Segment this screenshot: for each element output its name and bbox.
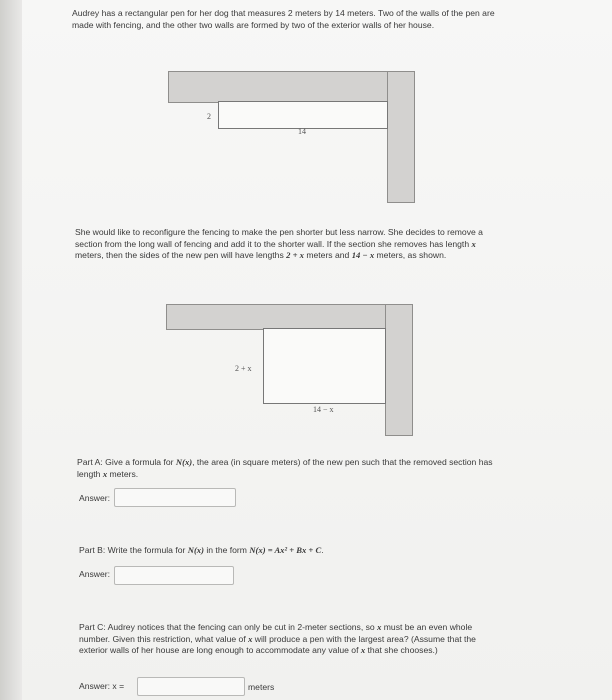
pen-side-label-1: 2 bbox=[207, 112, 211, 121]
part-b-text: Part B: Write the formula for N(x) in the form N(x) = Ax² + Bx + C. bbox=[79, 545, 324, 555]
part-a-answer-input[interactable] bbox=[114, 488, 236, 507]
page-edge-shadow bbox=[0, 0, 24, 700]
house-wall-top-2 bbox=[166, 304, 413, 330]
part-c-text: Part C: Audrey notices that the fencing can only be cut in 2-meter sections, so x must be an even whole number. Given this restriction, what value of x will produce a pen with the largest area? (Assume that the exterior walls of her house are long enough to accommodate any value of x that she chooses.) bbox=[79, 622, 476, 656]
pen-bottom-label-1: 14 bbox=[298, 127, 306, 136]
part-a-text: Part A: Give a formula for N(x), the area (in square meters) of the new pen such that the removed section has length x meters. bbox=[77, 457, 493, 479]
house-wall-right bbox=[387, 71, 415, 203]
part-a-answer-label: Answer: bbox=[79, 493, 111, 503]
part-c-unit-label: meters bbox=[248, 682, 275, 692]
pen-rectangle-2 bbox=[263, 328, 386, 404]
pen-rectangle-1 bbox=[218, 101, 388, 129]
house-wall-top bbox=[168, 71, 415, 103]
part-b-answer-input[interactable] bbox=[114, 566, 234, 585]
house-wall-right-2 bbox=[385, 304, 413, 436]
pen-side-label-2: 2 + x bbox=[235, 364, 252, 373]
pen-bottom-label-2: 14 − x bbox=[313, 405, 334, 414]
reconfig-text: She would like to reconfigure the fencing to make the pen shorter but less narrow. She decides to remove a section from the long wall of fencing and add it to the shorter wall. If the section she removes has length x meters, then the sides of the new pen will have lengths 2 + x meters and 14 − x meters, as shown. bbox=[75, 227, 483, 261]
part-c-answer-label: Answer: x = bbox=[79, 681, 125, 691]
part-b-answer-label: Answer: bbox=[79, 569, 111, 579]
intro-text: Audrey has a rectangular pen for her dog that measures 2 meters by 14 meters. Two of the walls of the pen are made with fencing, and the other two walls are formed by two of the exterior walls of her house. bbox=[72, 8, 495, 30]
part-c-answer-input[interactable] bbox=[137, 677, 245, 696]
